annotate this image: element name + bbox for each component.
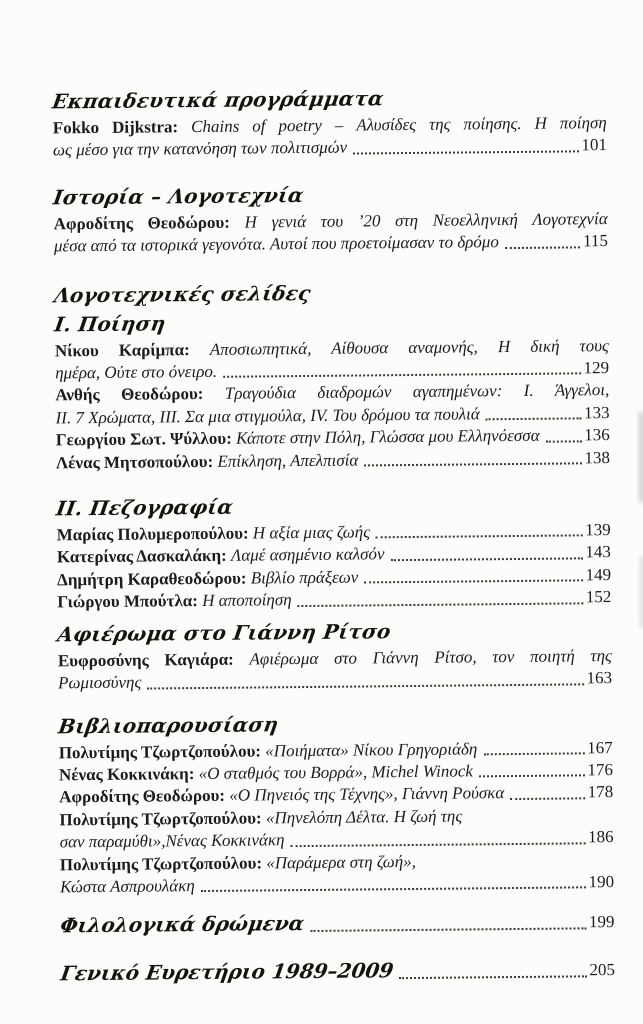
toc-entry bbox=[57, 586, 611, 614]
dot-leader bbox=[298, 602, 583, 607]
dot-leader bbox=[505, 246, 580, 249]
author-separator: : bbox=[192, 591, 199, 611]
entry-title-continuation: ΙΙ. 7 Χρώματα, ΙΙΙ. Σα μια στιγμούλα, IV. Του δρόμου τα πουλιά bbox=[55, 404, 480, 428]
entry-author: Δημήτρη Καραθεοδώρου: bbox=[57, 568, 247, 590]
section-heading-text: Αφιέρωμα στο Γιάννη Ρίτσο bbox=[55, 618, 393, 647]
dot-leader bbox=[364, 462, 581, 466]
toc-entry bbox=[54, 208, 608, 258]
section-history-literature bbox=[53, 179, 608, 258]
dot-leader bbox=[201, 887, 586, 893]
entry-author: Ανθής Θεοδώρου: bbox=[55, 384, 204, 405]
toc-entry bbox=[55, 335, 609, 385]
section-literary-pages bbox=[54, 277, 610, 475]
author-separator: : bbox=[220, 546, 227, 566]
author-separator: : bbox=[172, 117, 179, 137]
dot-leader bbox=[391, 557, 583, 561]
page-number: 163 bbox=[586, 668, 613, 688]
author-separator: : bbox=[188, 763, 195, 784]
toc-entry bbox=[58, 645, 612, 695]
page-number: 167 bbox=[587, 737, 613, 757]
entry-author: Πολυτίμης Τζωρτζοπούλου: bbox=[59, 852, 263, 874]
entry-title: Η γενιά του ’20 στη Νεοελληνική Λογοτεχνία bbox=[244, 208, 608, 232]
dot-leader bbox=[546, 440, 582, 442]
entry-title-continuation: μέσα από τα ιστορικά γεγονότα. Αυτοί που προετοίμασαν το δρόμο bbox=[53, 232, 499, 256]
dot-leader bbox=[291, 842, 586, 847]
toc-entry bbox=[55, 380, 609, 430]
author-separator: : bbox=[242, 523, 249, 543]
dot-leader bbox=[147, 683, 583, 689]
entry-author: Γιώργου Μπούτλα: bbox=[57, 591, 199, 612]
entry-line bbox=[56, 447, 610, 475]
entry-title-continuation: ημέρα, Ούτε στο όνειρο. bbox=[55, 361, 218, 383]
entry-title: Chains of poetry – Αλυσίδες της ποίησης. Η ποίηση bbox=[191, 113, 607, 137]
author-separator: : bbox=[255, 808, 262, 828]
author-separator: : bbox=[256, 852, 263, 873]
author-separator: : bbox=[228, 649, 234, 669]
page-number: 136 bbox=[584, 425, 610, 445]
section-education-programs bbox=[52, 83, 607, 162]
dot-leader bbox=[223, 373, 581, 378]
section-heading bbox=[56, 490, 610, 521]
entry-title: «Ο Πηνειός της Τέχνης», Γιάννη Ρούσκα bbox=[229, 783, 505, 806]
dot-leader bbox=[486, 418, 581, 421]
author-separator: : bbox=[226, 428, 232, 449]
section-book-presentations bbox=[58, 708, 614, 899]
entry-author: Λένας Μητσοπούλου: bbox=[55, 451, 214, 473]
entry-author: Νένας Κοκκινάκη: bbox=[58, 763, 195, 785]
scan-edge-smudge bbox=[639, 412, 643, 502]
entry-title: Η αποποίηση bbox=[202, 590, 292, 611]
subsection-heading-text: Ι. Ποίηση bbox=[52, 310, 168, 337]
dot-leader bbox=[364, 580, 582, 584]
section-heading bbox=[53, 179, 607, 210]
author-separator: : bbox=[240, 568, 247, 588]
entry-title: «Πηνελόπη Δέλτα. Η ζωή της bbox=[265, 806, 463, 828]
entry-author: Νίκου Καρίμπα: bbox=[54, 339, 190, 361]
entry-title: Αποσιωπητικά, Αίθουσα αναμονής, Η δική τους bbox=[209, 335, 610, 359]
entry-title: «Ποιήματα» Νίκου Γρηγοριάδη bbox=[265, 738, 478, 760]
dot-leader bbox=[510, 797, 584, 800]
dot-leader bbox=[353, 150, 578, 154]
author-separator: : bbox=[183, 339, 190, 359]
entry-author: Μαρίας Πολυμεροπούλου: bbox=[56, 523, 249, 545]
section-heading-text: Εκπαιδευτικά προγράμματα bbox=[50, 86, 386, 114]
section-ritsos-tribute bbox=[55, 616, 613, 695]
page-number: 101 bbox=[581, 135, 608, 155]
entry-continuation bbox=[54, 230, 608, 258]
page-number: 115 bbox=[582, 231, 608, 251]
entry-title: Λαμέ ασημένιο καλσόν bbox=[230, 544, 385, 566]
page-number: 186 bbox=[588, 827, 614, 847]
subsection-heading-poetry bbox=[52, 306, 609, 337]
page-number: 143 bbox=[585, 542, 611, 562]
section-heading-text: Βιβλιοπαρουσίαση bbox=[56, 711, 281, 738]
dot-leader bbox=[399, 976, 586, 980]
section-heading bbox=[58, 708, 612, 739]
dot-leader bbox=[483, 752, 584, 755]
entry-title: «Ο σταθμός του Βορρά», Michel Winock bbox=[198, 761, 473, 783]
entry-author: Γεωργίου Σωτ. Ψύλλου: bbox=[55, 428, 232, 450]
entry-title-continuation: ως μέσο για την κατανόηση των πολιτισμών bbox=[52, 138, 348, 160]
section-heading bbox=[52, 83, 606, 114]
section-heading bbox=[55, 616, 612, 647]
toc-entry bbox=[56, 447, 610, 475]
entry-author: Ευφροσύνης Καγιάρα: bbox=[57, 649, 234, 671]
toc-entry bbox=[59, 804, 613, 854]
section-heading-text: Λογοτεχνικές σελίδες bbox=[52, 280, 313, 308]
entry-title: Η αξία μιας ζωής bbox=[252, 522, 371, 543]
page-number: 133 bbox=[583, 402, 610, 423]
page-number: 152 bbox=[585, 587, 612, 607]
section-prose bbox=[56, 490, 611, 614]
author-separator: : bbox=[219, 786, 226, 806]
entry-author: Αφροδίτης Θεοδώρου: bbox=[53, 212, 231, 234]
section-heading-text: ΙΙ. Πεζογραφία bbox=[54, 494, 235, 521]
dot-leader bbox=[479, 775, 585, 778]
dot-leader bbox=[376, 535, 582, 539]
entry-continuation bbox=[60, 871, 614, 899]
entry-author: Αφροδίτης Θεοδώρου: bbox=[59, 786, 226, 807]
misc-entry-general-index bbox=[61, 955, 615, 987]
page-number: 178 bbox=[587, 782, 614, 802]
entry-title: Κάποτε στην Πόλη, Γλώσσα μου Ελληνόεσσα bbox=[235, 426, 540, 448]
toc-entry bbox=[60, 849, 614, 899]
misc-entry-label: Γενικό Ευρετήριο 1989–2009 bbox=[59, 958, 396, 986]
toc-content bbox=[52, 83, 615, 988]
entry-line bbox=[57, 586, 611, 614]
misc-entry-label: Φιλολογικά δρώμενα bbox=[58, 911, 307, 938]
page-number: 190 bbox=[588, 872, 615, 892]
page-number: 199 bbox=[588, 912, 615, 932]
entry-title-continuation: σαν παραμύθι»,Νένας Κοκκινάκη bbox=[59, 830, 285, 852]
entry-title-continuation: Ρωμιοσύνης bbox=[58, 672, 142, 693]
entry-title: Τραγούδια διαδρομών αγαπημένων: Ι. Άγγελοι, bbox=[224, 380, 610, 404]
section-heading bbox=[54, 277, 608, 308]
page-number: 129 bbox=[583, 358, 610, 378]
entry-author: Κατερίνας Δασκαλάκη: bbox=[56, 546, 227, 567]
author-separator: : bbox=[197, 384, 204, 404]
entry-continuation bbox=[53, 135, 607, 163]
entry-title: Επίκληση, Απελπισία bbox=[217, 450, 359, 471]
page-number: 149 bbox=[585, 564, 612, 585]
page-number: 176 bbox=[587, 759, 614, 780]
dot-leader bbox=[310, 928, 586, 933]
section-heading-text: Ιστορία – Λογοτεχνία bbox=[51, 182, 306, 210]
toc-entry bbox=[53, 112, 607, 162]
entry-title: Βιβλίο πράξεων bbox=[250, 567, 359, 588]
entry-title: «Παράμερα στη ζωή», bbox=[266, 851, 417, 872]
entry-continuation bbox=[58, 667, 612, 695]
page-number: 139 bbox=[585, 520, 611, 540]
page-number: 138 bbox=[584, 447, 611, 467]
author-separator: : bbox=[255, 740, 262, 761]
author-separator: : bbox=[224, 212, 231, 232]
entry-author: Fokko Dijkstra: bbox=[52, 117, 179, 138]
entry-title-continuation: Κώστα Ασπρουλάκη bbox=[59, 876, 195, 897]
author-separator: : bbox=[207, 451, 214, 471]
misc-entry-philological-events bbox=[60, 907, 614, 939]
entry-author: Πολυτίμης Τζωρτζοπούλου: bbox=[59, 808, 262, 830]
entry-title: Αφιέρωμα στο Γιάννη Ρίτσο, τον ποιητή της bbox=[249, 645, 612, 669]
entry-author: Πολυτίμης Τζωρτζοπούλου: bbox=[58, 740, 262, 762]
page-number: 205 bbox=[589, 960, 615, 980]
